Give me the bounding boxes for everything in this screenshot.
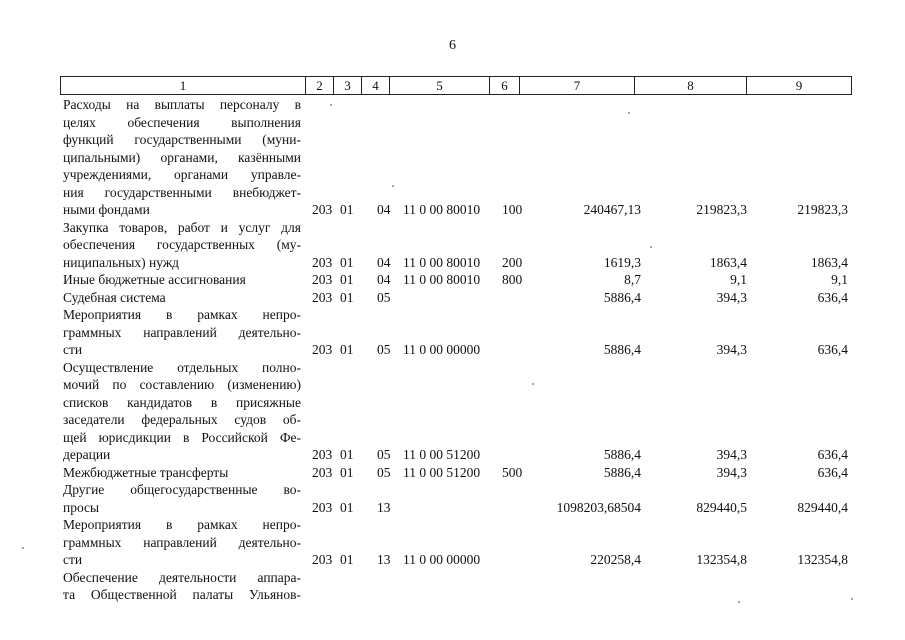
cell-col-9: 636,4 bbox=[817, 464, 848, 480]
cell-col-9: 1863,4 bbox=[810, 254, 848, 270]
cell-col-6: 200 bbox=[502, 254, 523, 270]
cell-col-2: 203 bbox=[312, 447, 333, 462]
cell-col-9: 636,4 bbox=[817, 447, 848, 462]
cell-col-8: 394,3 bbox=[716, 464, 747, 480]
description-line: ниципальных) нужд bbox=[63, 254, 180, 270]
description-line: та Общественной палаты Ульянов- bbox=[63, 587, 301, 602]
cell-col-8: 829440,5 bbox=[696, 499, 747, 515]
cell-col-3: 01 bbox=[340, 342, 354, 357]
cell-col-7: 5886,4 bbox=[603, 464, 641, 480]
description-line: граммных направлений деятельно- bbox=[63, 534, 301, 550]
scan-speck bbox=[330, 104, 332, 106]
cell-col-7: 5886,4 bbox=[603, 447, 641, 462]
description-line: граммных направлений деятельно- bbox=[63, 324, 301, 340]
cell-col-3: 01 bbox=[340, 289, 354, 305]
cell-col-2: 203 bbox=[312, 289, 333, 305]
cell-col-4: 05 bbox=[377, 447, 391, 462]
cell-col-8: 132354,8 bbox=[696, 552, 747, 567]
scan-speck bbox=[738, 601, 740, 603]
header-col-5: 5 bbox=[390, 77, 490, 94]
cell-col-3: 01 bbox=[340, 202, 354, 217]
header-col-3: 3 bbox=[334, 77, 362, 94]
scan-speck bbox=[392, 185, 394, 187]
description-line: Мероприятия в рамках непро- bbox=[63, 307, 301, 322]
description-line: Осуществление отдельных полно- bbox=[63, 359, 301, 375]
table-header bbox=[60, 76, 852, 95]
cell-col-4: 05 bbox=[377, 464, 391, 480]
header-col-9: 9 bbox=[795, 78, 803, 93]
table-row bbox=[63, 306, 853, 359]
cell-col-9: 219823,3 bbox=[797, 202, 848, 217]
cell-col-7: 1619,3 bbox=[603, 254, 641, 270]
cell-col-5: 11 0 00 51200 bbox=[403, 447, 481, 462]
cell-col-2: 203 bbox=[312, 272, 333, 287]
description-line: Расходы на выплаты персоналу в bbox=[63, 97, 301, 112]
cell-col-5: 11 0 00 00000 bbox=[403, 552, 481, 567]
table-row bbox=[63, 289, 853, 307]
cell-col-2: 203 bbox=[312, 342, 333, 357]
description-line: списков кандидатов в присяжные bbox=[63, 394, 301, 410]
description-line: Судебная система bbox=[63, 289, 166, 305]
description-line: сти bbox=[63, 552, 83, 567]
cell-col-7: 240467,13 bbox=[583, 202, 641, 217]
header-col-7: 7 bbox=[520, 77, 635, 94]
description-line: ными фондами bbox=[63, 202, 150, 217]
table-row bbox=[63, 569, 853, 604]
cell-col-7: 5886,4 bbox=[603, 289, 641, 305]
cell-col-4: 04 bbox=[377, 272, 391, 287]
description-line: Межбюджетные трансферты bbox=[63, 464, 229, 480]
cell-col-2: 203 bbox=[312, 552, 333, 567]
cell-col-5: 11 0 00 80010 bbox=[403, 254, 481, 270]
scan-speck bbox=[628, 112, 630, 114]
cell-col-4: 13 bbox=[377, 499, 391, 515]
description-line: щей юрисдикции в Российской Фе- bbox=[63, 429, 301, 445]
description-line: Иные бюджетные ассигнования bbox=[63, 272, 246, 287]
cell-col-8: 9,1 bbox=[730, 272, 747, 287]
cell-col-8: 394,3 bbox=[716, 447, 747, 462]
header-col-8: 8 bbox=[635, 77, 747, 94]
table-body bbox=[63, 96, 853, 604]
cell-col-9: 9,1 bbox=[831, 272, 848, 287]
table-row bbox=[63, 96, 853, 219]
description-line: функций государственными (муни- bbox=[63, 132, 301, 147]
cell-col-5: 11 0 00 51200 bbox=[403, 464, 481, 480]
cell-col-2: 203 bbox=[312, 499, 333, 515]
cell-col-7: 220258,4 bbox=[590, 552, 641, 567]
cell-col-3: 01 bbox=[340, 447, 354, 462]
cell-col-4: 04 bbox=[377, 202, 391, 217]
description-line: мочий по составлению (изменению) bbox=[63, 377, 301, 392]
cell-col-6: 800 bbox=[502, 272, 523, 287]
cell-col-8: 219823,3 bbox=[696, 202, 747, 217]
header-col-6: 6 bbox=[490, 77, 520, 94]
cell-col-8: 394,3 bbox=[716, 342, 747, 357]
cell-col-3: 01 bbox=[340, 499, 354, 515]
cell-col-7: 8,7 bbox=[624, 272, 641, 287]
description-line: Закупка товаров, работ и услуг для bbox=[63, 219, 301, 235]
table-row bbox=[63, 219, 853, 272]
cell-col-5: 11 0 00 80010 bbox=[403, 272, 481, 287]
description-line: сти bbox=[63, 342, 83, 357]
cell-col-3: 01 bbox=[340, 254, 354, 270]
description-line: Мероприятия в рамках непро- bbox=[63, 517, 301, 532]
table-row bbox=[63, 359, 853, 464]
cell-col-5: 11 0 00 00000 bbox=[403, 342, 481, 357]
table-row bbox=[63, 464, 853, 482]
description-line: ципальными) органами, казёнными bbox=[63, 149, 301, 165]
cell-col-9: 829440,4 bbox=[797, 499, 848, 515]
cell-col-2: 203 bbox=[312, 202, 333, 217]
description-line: обеспечения государственных (му- bbox=[63, 237, 301, 252]
cell-col-3: 01 bbox=[340, 552, 354, 567]
description-line: учреждениями, органами управле- bbox=[63, 167, 301, 182]
cell-col-4: 05 bbox=[377, 342, 391, 357]
cell-col-4: 04 bbox=[377, 254, 391, 270]
table-row bbox=[63, 271, 853, 289]
cell-col-9: 636,4 bbox=[817, 289, 848, 305]
description-line: Обеспечение деятельности аппара- bbox=[63, 569, 301, 585]
cell-col-8: 1863,4 bbox=[709, 254, 747, 270]
header-col-1: 1 bbox=[61, 77, 306, 94]
description-line: заседатели федеральных судов об- bbox=[63, 412, 301, 427]
cell-col-7: 1098203,68504 bbox=[556, 499, 641, 515]
cell-col-7: 5886,4 bbox=[603, 342, 641, 357]
cell-col-4: 13 bbox=[377, 552, 391, 567]
cell-col-9: 132354,8 bbox=[797, 552, 848, 567]
scan-speck bbox=[532, 383, 534, 385]
description-line: Другие общегосударственные во- bbox=[63, 482, 301, 497]
cell-col-2: 203 bbox=[312, 254, 333, 270]
description-line: целях обеспечения выполнения bbox=[63, 114, 301, 130]
cell-col-6: 100 bbox=[502, 202, 523, 217]
cell-col-9: 636,4 bbox=[817, 342, 848, 357]
cell-col-3: 01 bbox=[340, 464, 354, 480]
scan-speck bbox=[22, 547, 24, 549]
table-row bbox=[63, 481, 853, 516]
header-col-2: 2 bbox=[306, 77, 334, 94]
scan-speck bbox=[851, 598, 853, 600]
page-number: 6 bbox=[449, 38, 456, 53]
cell-col-6: 500 bbox=[502, 464, 523, 480]
cell-col-4: 05 bbox=[377, 289, 391, 305]
table-row bbox=[63, 516, 853, 569]
cell-col-8: 394,3 bbox=[716, 289, 747, 305]
cell-col-2: 203 bbox=[312, 464, 333, 480]
description-line: дерации bbox=[63, 447, 111, 462]
description-line: просы bbox=[63, 499, 100, 515]
header-col-4: 4 bbox=[362, 77, 390, 94]
cell-col-3: 01 bbox=[340, 272, 354, 287]
description-line: ния государственными внебюджет- bbox=[63, 184, 301, 200]
scan-speck bbox=[650, 246, 652, 248]
cell-col-5: 11 0 00 80010 bbox=[403, 202, 481, 217]
